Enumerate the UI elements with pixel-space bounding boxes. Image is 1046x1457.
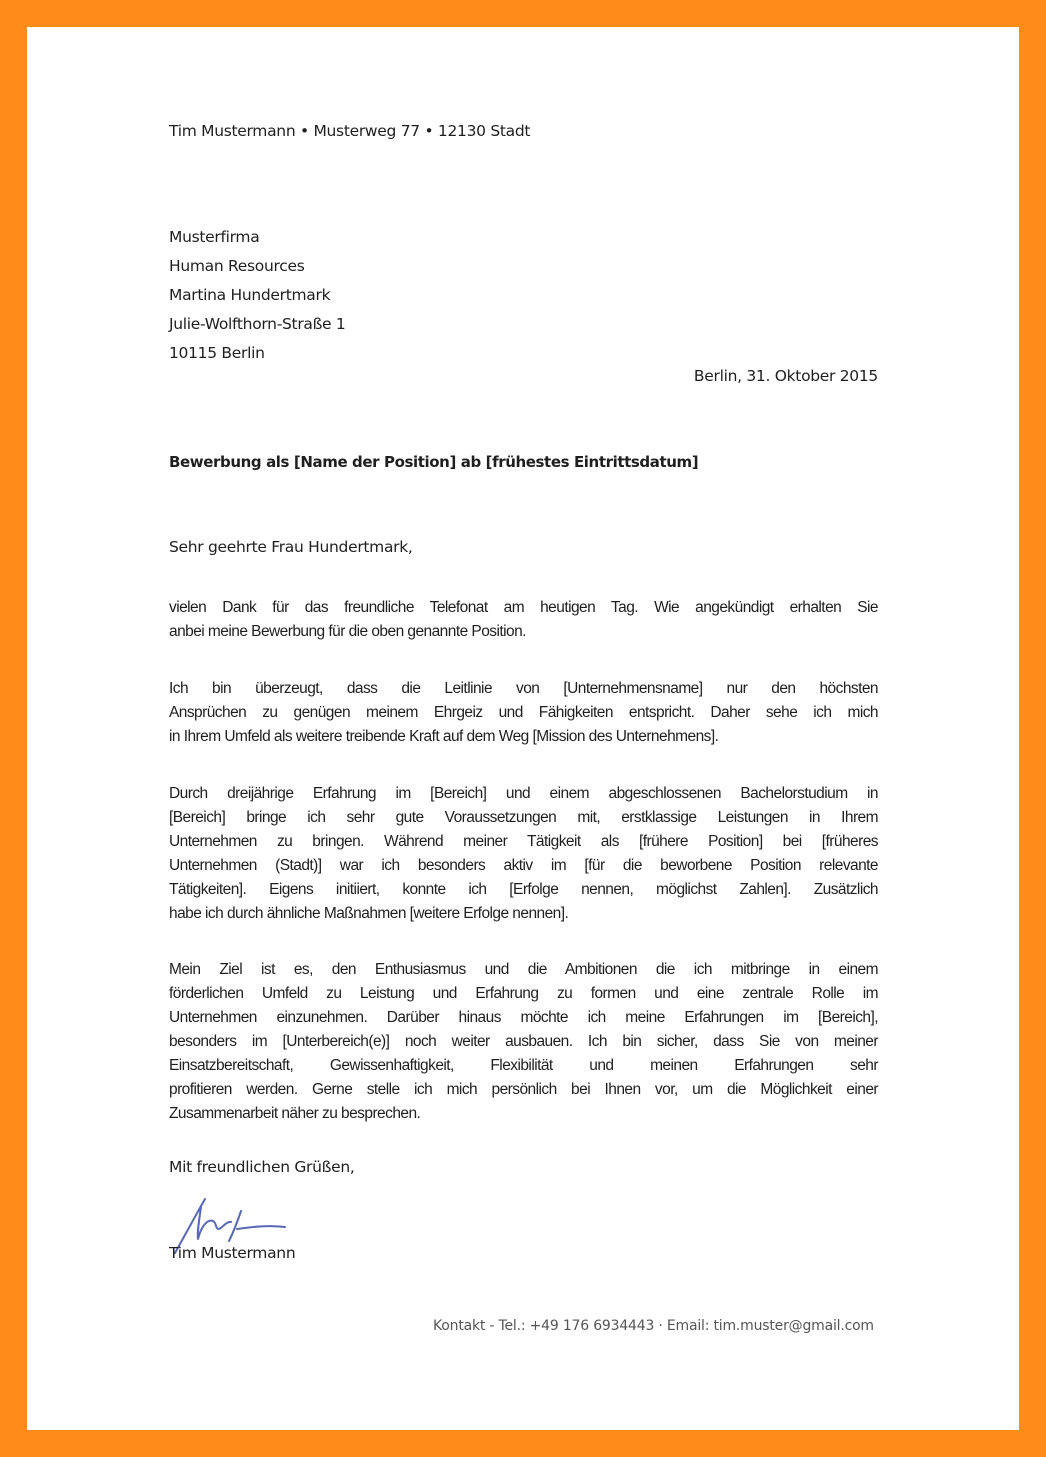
recipient-street: Julie-Wolfthorn-Straße 1	[169, 315, 346, 333]
letter-subject: Bewerbung als [Name der Position] ab [frühestes Eintrittsdatum]	[169, 453, 699, 471]
closing: Mit freundlichen Grüßen,	[169, 1158, 355, 1176]
text-line: Durch dreijährige Erfahrung im [Bereich] und einem abgeschlossenen Bachelorstudium in	[169, 785, 878, 802]
text-line: Unternehmen zu bringen. Während meiner Tätigkeit als [frühere Position] bei [früheres	[169, 833, 878, 850]
letter-page	[27, 27, 1019, 1430]
paragraph-goals	[169, 958, 878, 1126]
recipient-name: Martina Hundertmark	[169, 286, 331, 304]
text-line: Tätigkeiten]. Eigens initiiert, konnte ich [Erfolge nennen, möglichst Zahlen]. Zusätzlich	[169, 881, 878, 898]
recipient-city: 10115 Berlin	[169, 344, 265, 362]
text-line: Unternehmen (Stadt)] war ich besonders aktiv im [für die beworbene Position relevante	[169, 857, 878, 874]
text-line: Unternehmen einzunehmen. Darüber hinaus möchte ich meine Erfahrungen im [Bereich],	[169, 1009, 878, 1026]
text-line: [Bereich] bringe ich sehr gute Voraussetzungen mit, erstklassige Leistungen in Ihrem	[169, 809, 878, 826]
recipient-company: Musterfirma	[169, 228, 260, 246]
text-line: vielen Dank für das freundliche Telefonat am heutigen Tag. Wie angekündigt erhalten Sie	[169, 599, 878, 616]
footer-contact: Kontakt - Tel.: +49 176 6934443 · Email: tim.muster@gmail.com	[433, 1318, 874, 1334]
text-line: habe ich durch ähnliche Maßnahmen [weitere Erfolge nennen].	[169, 905, 569, 922]
paragraph-experience	[169, 782, 878, 926]
text-line: Einsatzbereitschaft, Gewissenhaftigkeit, Flexibilität und meinen Erfahrungen sehr	[169, 1057, 878, 1074]
text-line: Ansprüchen zu genügen meinem Ehrgeiz und Fähigkeiten entspricht. Daher sehe ich mich	[169, 704, 878, 721]
text-line: Ich bin überzeugt, dass die Leitlinie von [Unternehmensname] nur den höchsten	[169, 680, 878, 697]
text-line: besonders im [Unterbereich(e)] noch weiter ausbauen. Ich bin sicher, dass Sie von meiner	[169, 1033, 878, 1050]
signature-name: Tim Mustermann	[169, 1244, 296, 1262]
text-line: Zusammenarbeit näher zu besprechen.	[169, 1105, 421, 1122]
text-line: förderlichen Umfeld zu Leistung und Erfahrung zu formen und eine zentrale Rolle im	[169, 985, 878, 1002]
paragraph-intro	[169, 596, 878, 644]
recipient-address	[169, 223, 345, 368]
text-line: profitieren werden. Gerne stelle ich mich persönlich bei Ihnen vor, um die Möglichkeit einer	[169, 1081, 878, 1098]
sender-line: Tim Mustermann • Musterweg 77 • 12130 Stadt	[169, 122, 531, 140]
recipient-department: Human Resources	[169, 257, 305, 275]
text-line: anbei meine Bewerbung für die oben genannte Position.	[169, 623, 526, 640]
salutation: Sehr geehrte Frau Hundertmark,	[169, 538, 413, 556]
text-line: in Ihrem Umfeld als weitere treibende Kraft auf dem Weg [Mission des Unternehmens].	[169, 728, 719, 745]
paragraph-motivation	[169, 677, 878, 749]
letter-date: Berlin, 31. Oktober 2015	[693, 367, 878, 385]
text-line: Mein Ziel ist es, den Enthusiasmus und die Ambitionen die ich mitbringe in einem	[169, 961, 878, 978]
